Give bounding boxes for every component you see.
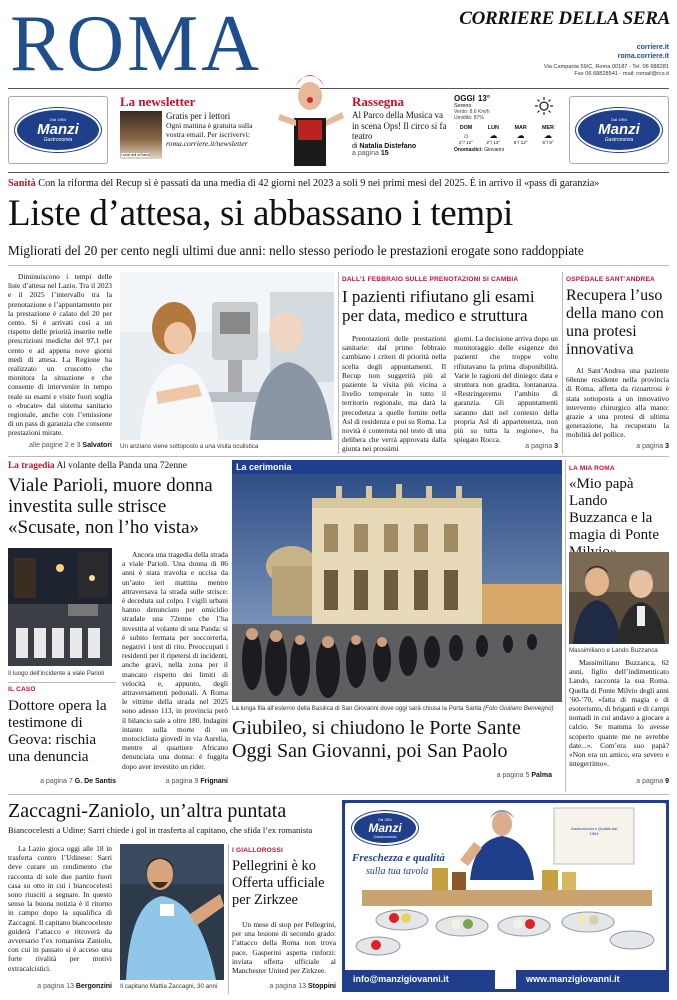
main-subhead: Migliorati del 20 per cento negli ultimi due anni: nello stesso periodo le prestazioni erogate sono raddoppiate [8,243,584,258]
section-rule-3 [8,794,669,795]
pellegrini-kicker: I GIALLOROSSI [232,847,283,854]
geova-kicker: IL CASO [8,686,36,693]
main-rule [8,265,669,266]
col-rule-3 [565,460,566,792]
masthead-site1[interactable]: corriere.it [636,44,669,51]
weather-wind: Vento: 8.6 Km/h [454,109,490,115]
recup-headline: I pazienti rifiutano gli esami per data, medico e struttura [342,287,535,325]
pellegrini-headline: Pellegrini è ko Offerta ufficiale per Zirkzee [232,858,325,908]
cerimonia-photo [232,474,562,702]
rassegna-box[interactable] [352,94,452,166]
parioli-photo-caption: Il luogo dell’incidente a viale Parioli [8,670,104,677]
buzzanca-kicker: LA MIA ROMA [569,465,615,472]
protesi-pageref[interactable]: a pagina 3 [636,443,669,450]
col-rule-2 [562,272,563,454]
manzi-ad-slogan1: Freschezza e qualità [352,852,445,864]
main-kicker-text: Con la riforma del Recup si è passati da una media di 42 giorni nel 2023 a soli 9 nei primi mesi del 2025. È in arrivo il «pass di garanzia» [38,178,600,189]
buzzanca-pageref[interactable]: a pagina 9 [636,778,669,785]
buzzanca-body: Massimiliano Buzzanca, 62 anni, figlio dell’indimenticato Lando, racconta la sua Roma. Quella di Ponte Milvio degli anni ’60-’70, «fatta di magia e di esoterismo, di briganti e di campi nomadi in cui andavo a giocare a calcio. Se mamma lo avesse scoperto quante me ne avrebbe date...». Com’era suo papà? «Non era un amico, era severo e integerrimo». [569,658,669,769]
recup-pageref[interactable]: a pagina 3 [525,443,558,450]
newsletter-thumb [120,111,162,159]
zaccagni-subhead: Biancocelesti a Udine: Sarri chiede i gol in trasferta al capitano, che sfida l’ex romanista [8,825,313,835]
zaccagni-body: La Lazio gioca oggi alle 18 in trasferta contro l’Udinese: Sarri deve curare un rendimento che racconta di sole due partite fuori casa su otto in cui i biancocelesti sono riusciti a segnare. In questo senso la buona notizia è il ritorno in campo dopo la squalifica di Zaccagni. Il capitano biancoceleste guiderà l’attacco e ritroverà da avversario l’ex romanista Zaniolo, con cui in passato si è acceso una forte rivalità per motivi extracalcistici. [8,844,112,973]
manzi-since: Dal 1954 [378,817,392,822]
pellegrini-pageref[interactable]: a pagina 13 Stoppini [269,983,336,990]
manzi-ad-slogan2: sulla tua tavola [366,866,429,877]
manzi-tag: Gastronomia [43,137,73,143]
rassegna-photo [276,56,346,166]
parioli-kicker-line [8,461,230,472]
cerimonia-pageref[interactable]: a pagina 5 Palma [496,772,552,779]
cerimonia-headline2: Oggi San Giovanni, poi San Paolo [232,740,508,762]
zaccagni-photo [120,844,224,980]
manzi-name: Manzi [368,820,402,835]
weather-onomastic-label: Onomastici: [454,147,483,153]
weather-day-0: DOM ☼ 2°/ 12° [454,125,478,145]
parioli-headline: Viale Parioli, muore donna investita sulle strisce «Scusate, non l’ho vista» [8,475,213,538]
rassegna-page-prefix: a pagina [352,149,379,157]
manzi-logo-right[interactable] [569,96,669,164]
weather-day-2: MAR ☁ 5°/ 12° [509,125,533,145]
cerimonia-caption-line [232,705,562,713]
main-pageref[interactable]: alle pagine 2 e 3 Salvatori [29,442,112,449]
main-kicker: Sanità [8,178,36,189]
weather-onomastic: Giovanni [484,147,505,153]
rassegna-title: Rassegna [352,94,405,109]
recup-col1: Prenotazioni delle prestazioni sanitarie: dal primo febbraio cambiano i criteri di priorità nella scelta degli appuntamenti. Il Recup non suggerirà più al paziente la visita più vicina a livello temporale in tutto il territorio regionale, ma darà la precedenza a quelle fornite nella Asl di residenza e poi su Roma. La novità è contenuta nel testo di una delibera che verrà approvata dalla giunta nei prossimi [342,334,446,454]
parioli-pageref[interactable]: a pagina 9 Frignani [165,778,228,785]
rassegna-by: di [352,142,358,150]
geova-headline: Dottore opera la testimone di Geova: rischia una denuncia [8,697,107,765]
section-rule-2 [8,456,669,457]
geova-rule [8,682,116,683]
sun-icon: ☼ [462,131,470,140]
manzi-since: Dal 1954 [49,117,66,122]
cloudy-icon: ☁ [543,131,552,140]
main-headline: Liste d’attesa, si abbassano i tempi [8,193,514,234]
cerimonia-label: La cerimonia [232,460,562,474]
protesi-headline: Recupera l’uso della mano con una protesi innovativa [566,287,664,358]
newsletter-subtitle: Gratis per i lettori [166,111,231,121]
cerimonia-credit: (Foto Giuliano Benvegnù) [483,705,554,712]
buzzanca-photo-caption: Massimiliano e Lando Buzzanca [569,647,658,654]
manzi-ad-email[interactable]: info@manzigiovanni.it [345,970,495,989]
masthead-address: Via Campania 59/C, Roma 00187 - Tel. 06 688281 [543,64,669,70]
cerimonia-caption: La lunga fila all’esterno della Basilica di San Giovanni dove oggi sarà chiusa la Porta Santa [232,705,482,712]
newsletter-box[interactable] [120,94,270,166]
protesi-body: Al Sant’Andrea una paziente 60enne residente nella provincia di Roma, affetta da rizoartrosi è stata sottoposta a un innovativo intervento chirurgico alla mano: grazie a una protesi di ultima generazione, ha recuperato la mobilità del pollice. [566,366,669,440]
partly-cloudy-icon: ☁ [516,131,525,140]
rassegna-author: Natalia Distefano [359,142,417,150]
newsletter-thumb-text: I colori dell di Roma [121,153,149,157]
manzi-tag: Gastronomia [373,833,397,839]
parioli-photo [8,548,112,666]
top-strip-rule-bottom [8,172,669,173]
buzzanca-photo [569,552,669,644]
weather-condition: Sereno [454,103,472,109]
rassegna-page: 15 [380,149,389,157]
manzi-name: Manzi [37,121,79,138]
parioli-kicker-text: Al volante della Panda una 72enne [56,461,187,471]
parioli-body: Ancora una tragedia della strada a viale Parioli. Una donna di 86 anni è stata travolta e uccisa da un’auto ieri mattina mentre attraversava la strada sulle strisce: è deceduta sul colpo. I vigili urbani hanno denunciato per omicidio stradale una 72enne che l’ha investita al volante di una Panda: si è subito fermata per soccorrerla, negativi i test di rito. Preoccupati i residenti per il ripetersi di incidenti, anche gravi, nella zona per il mancato rispetto dei limiti di velocità e, appunto, degli attraversamenti pedonali. A Roma le vittime della strada nel 2025 sono adesso 113, in provincia però il bilancio sale a oltre 180. Indagini intanto sulla morte di un motociclista giovedì in via Aurelia, mentre al quartiere Africano denunciata una donna: è fuggita dopo aver investito un rider. [122,550,228,771]
masthead-paper: CORRIERE DELLA SERA [459,8,670,29]
zaccagni-headline: Zaccagni-Zaniolo, un’altra puntata [8,800,287,822]
masthead-site2[interactable]: roma.corriere.it [617,53,669,60]
parioli-kicker: La tragedia [8,461,55,471]
manzi-tag: Gastronomia [604,137,634,143]
geova-pageref[interactable]: a pagina 7 G. De Santis [40,778,116,785]
protesi-kicker: OSPEDALE SANT’ANDREA [566,276,655,283]
rassegna-body: Al Parco della Musica va in scena Ops! Il circo si fa teatro [352,110,447,141]
col-rule-1 [338,272,339,454]
weather-box [454,94,560,166]
newsletter-title: La newsletter [120,94,196,109]
main-photo [120,272,334,440]
weather-today-label: OGGI [454,94,475,103]
masthead-fax: Fax 06 68828541 - mail: romail@rcs.it [574,71,669,77]
recup-kicker: DALL’1 FEBBRAIO SULLE PRENOTAZIONI SI CAMBIA [342,276,519,283]
weather-humidity: Umidità: 87% [454,115,484,121]
manzi-since: Dal 1954 [610,117,627,122]
weather-day-3: MER ☁ 5°/ 9° [536,125,560,145]
zaccagni-photo-caption: Il capitano Mattia Zaccagni, 30 anni [120,983,218,990]
partly-cloudy-icon: ☁ [489,131,498,140]
manzi-ad-site[interactable]: www.manzigiovanni.it [516,970,666,989]
newsletter-link[interactable]: roma.corriere.it/newsletter [166,139,248,148]
zaccagni-pageref[interactable]: a pagina 13 Bergonzini [37,983,112,990]
pellegrini-body: Un mese di stop per Pellegrini, per una lesione di secondo grado: l’attacco della Roma non trova pace. Gasperini aspetta rinforzi: inviata offerta ufficiale al Manchester United per Zirkzee. [232,920,336,976]
main-photo-caption: Un anziano viene sottoposto a una visita oculistica [120,443,259,450]
cerimonia-headline1: Giubileo, si chiudono le Porte Sante [232,717,521,739]
recup-col2: giorni. La decisione arriva dopo un monitoraggio delle esigenze dei pazienti che troppe volte rifiutavano la prima disponibilità. Varie le ragioni del diniego: data e struttura non gradita, lontananza. «Restringeremo l’ambito di garanzia. Gli appuntamenti saranno dati nel contesto della propria Asl di appartenenza, non più su tutta la regione», ha spiegato Rocca. [454,334,558,445]
weather-today-temp: 13° [477,94,490,103]
col-rule-4 [228,844,229,994]
sun-icon [534,96,554,116]
masthead-city: ROMA [10,0,263,88]
main-body: Diminuiscono i tempi delle liste d’attesa nel Lazio. Tra il 2023 e il 2025 l’intervallo tra la prenotazione e l’appuntamento per la prestazione è calato del 20 per cento. Si è arrivati così a un rispetto delle priorità inserite nelle prescrizioni mediche del 97,1 per cento e ad appena nove giorni medi di attesa. La Regione ha realizzato un cruscotto che monitora la situazione e che consente di intervenire in tempo reale su esami e visite fuori soglia o «bucate» dal sistema sanitario regionale, anche con l’emissione di un pass di garanzia che consente prestazioni mirate. [8,272,112,438]
manzi-logo-left[interactable] [8,96,108,164]
main-kicker-line [8,178,669,190]
weather-day-1: LUN ☁ 2°/ 13° [481,125,505,145]
manzi-name: Manzi [598,121,640,138]
newsletter-body: Ogni mattina è gratuita sulla vostra email. Per iscrivervi: [166,121,253,139]
manzi-ad[interactable] [342,800,669,992]
manzi-ad-sign: Gastronomia e Qualità dal 1954 [570,826,618,836]
buzzanca-headline: «Mio papà Lando Buzzanca e la magia di Ponte [569,476,659,543]
